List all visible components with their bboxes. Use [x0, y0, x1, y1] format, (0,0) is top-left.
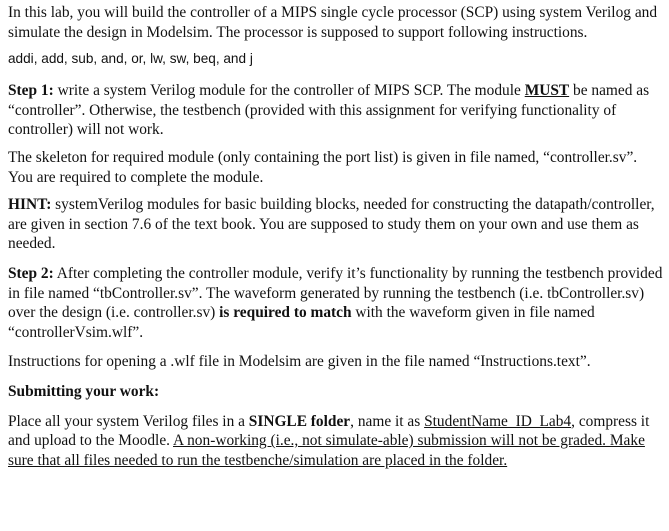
submit-text-b: , name it as	[350, 412, 425, 430]
wlf-paragraph: Instructions for opening a .wlf file in Modelsim are given in the file named “Instructions.text”.	[8, 353, 591, 371]
submit-text-c: , compress it and upload to the Moodle.	[8, 412, 650, 450]
intro-paragraph: In this lab, you will build the controller of a MIPS single cycle processor (SCP) using system Verilog and simulate the design in Modelsim. The processor is supposed to support following instructions.	[8, 4, 658, 41]
submission-warning: A non-working (i.e., not simulate-able) submission will not be graded. Make sure that all files needed to run the testbenche/simulation are placed in the folder.	[8, 432, 645, 469]
step1-label: Step 1:	[8, 82, 54, 100]
step2-paragraph	[8, 264, 663, 342]
skeleton-paragraph: The skeleton for required module (only containing the port list) is given in file named, “controller.sv”. You are required to complete the module.	[8, 148, 638, 186]
submit-heading	[8, 382, 663, 402]
step1-text-a: write a system Verilog module for the controller of MIPS SCP. The module	[53, 82, 525, 100]
hint-text: systemVerilog modules for basic building blocks, needed for constructing the datapath/controller, are given in section 7.6 of the text book. You are supposed to study them on your own and use them as needed.	[8, 196, 655, 253]
single-folder-bold: SINGLE folder	[248, 412, 351, 430]
submit-heading-text: Submitting your work:	[8, 382, 160, 400]
step1-text-b: be named as “controller”. Otherwise, the testbench (provided with this assignment for verifying functionality of controller) will not work.	[8, 82, 650, 139]
step2-text-a: After completing the controller module, verify it’s functionality by running the testbench provided in file named “tbController.sv”. The waveform generated by running the testbench (i.e. tbController.sv) over the design (i.e. controller.sv)	[8, 264, 663, 322]
instructions-list: addi, add, sub, and, or, lw, sw, beq, and j	[8, 51, 253, 67]
assignment-document	[8, 3, 663, 470]
folder-name: StudentName_ID_Lab4	[424, 412, 572, 430]
submit-text-a: Place all your system Verilog files in a	[8, 412, 249, 430]
must-emphasis: MUST	[524, 82, 570, 100]
step2-bold: is required to match	[219, 304, 352, 322]
hint-paragraph	[8, 195, 663, 254]
step2-label: Step 2:	[8, 264, 54, 282]
step2-text-b: with the waveform given in file named “controllerVsim.wlf”.	[8, 304, 595, 341]
hint-label: HINT:	[8, 196, 52, 214]
step1-paragraph	[8, 81, 663, 140]
submit-paragraph	[8, 412, 663, 471]
